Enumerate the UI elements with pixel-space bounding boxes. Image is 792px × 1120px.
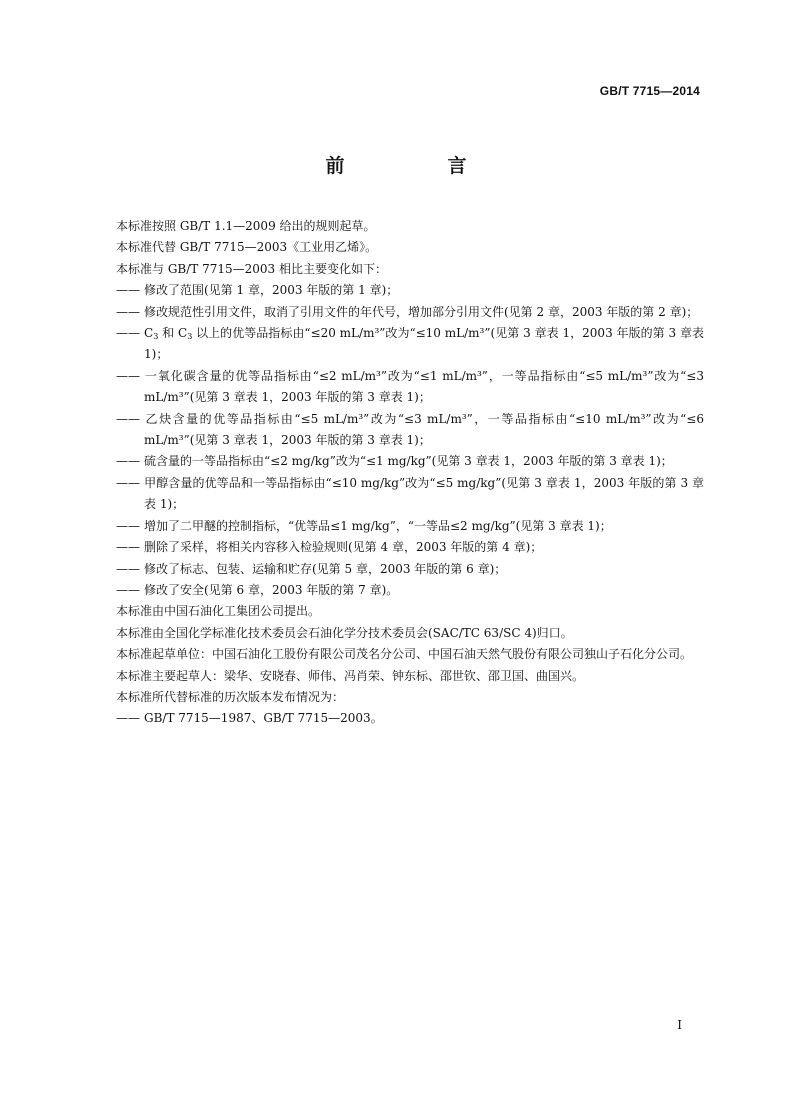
paragraph-drafting-units: 本标准起草单位：中国石油化工股份有限公司茂名分公司、中国石油天然气股份有限公司独山子石化分公司。 bbox=[116, 647, 693, 662]
change-text: 修改了标志、包装、运输和贮存(见第 5 章，2003 年版的第 6 章)； bbox=[144, 561, 507, 576]
change-text: 修改了范围(见第 1 章，2003 年版的第 1 章)； bbox=[144, 283, 399, 298]
change-item-safety bbox=[92, 580, 704, 601]
standard-code: GB/T 7715—2014 bbox=[599, 84, 700, 98]
change-item-sulfur bbox=[92, 451, 704, 472]
paragraph-proposer: 本标准由中国石油化工集团公司提出。 bbox=[116, 604, 321, 619]
dash-mark: —— bbox=[116, 561, 140, 576]
page-number: I bbox=[677, 1018, 682, 1032]
paragraph-drafting-rule: 本标准按照 GB/T 1.1—2009 给出的规则起草。 bbox=[116, 219, 376, 233]
change-text: 硫含量的一等品指标由“≤2 mg/kg”改为“≤1 mg/kg”(见第 3 章表 1，2003 年版的第 3 章表 1)； bbox=[144, 454, 673, 469]
paragraph-changes-intro: 本标准与 GB/T 7715—2003 相比主要变化如下： bbox=[116, 261, 387, 276]
history-text: GB/T 7715—1987、GB/T 7715—2003。 bbox=[144, 711, 383, 726]
dash-mark: —— bbox=[116, 540, 140, 555]
change-text: 修改了安全(见第 6 章，2003 年版的第 7 章)。 bbox=[144, 582, 399, 597]
dash-mark: —— bbox=[116, 304, 140, 319]
dash-mark: —— bbox=[116, 454, 140, 469]
change-item-scope bbox=[92, 280, 704, 301]
dash-mark: —— bbox=[116, 711, 140, 726]
change-item-acetylene bbox=[92, 409, 704, 452]
change-text: 修改规范性引用文件，取消了引用文件的年代号，增加部分引用文件(见第 2 章，2003 年版的第 2 章)； bbox=[144, 304, 699, 319]
foreword-body bbox=[92, 216, 704, 730]
subscript: 3 bbox=[187, 332, 193, 342]
c3-symbol: C bbox=[144, 326, 154, 341]
subscript: 3 bbox=[153, 332, 159, 342]
change-text: 增加了二甲醚的控制指标，“优等品≤1 mg/kg”，“一等品≤2 mg/kg”(见第 3 章表 1)； bbox=[144, 518, 612, 533]
dash-mark: —— bbox=[116, 326, 140, 341]
change-text: 和 C bbox=[158, 326, 188, 341]
change-item-c3 bbox=[92, 323, 704, 366]
change-item-references bbox=[92, 302, 704, 323]
change-item-methanol bbox=[92, 473, 704, 516]
change-text: 乙炔含量的优等品指标由“≤5 mL/m³”改为“≤3 mL/m³”，一等品指标由“≤10 mL/m³”改为“≤6 mL/m³”(见第 3 章表 1，2003 年版的第 3 章表 1)； bbox=[144, 411, 704, 448]
change-text: 以上的优等品指标由“≤20 mL/m³”改为“≤10 mL/m³”(见第 3 章表 1，2003 年版的第 3 章表 1)； bbox=[144, 326, 705, 362]
dash-mark: —— bbox=[116, 518, 140, 533]
change-item-co bbox=[92, 366, 704, 409]
change-text: 删除了采样，将相关内容移入检验规则(见第 4 章，2003 年版的第 4 章)； bbox=[144, 540, 543, 555]
change-text: 甲醇含量的优等品和一等品指标由“≤10 mg/kg”改为“≤5 mg/kg”(见第 3 章表 1，2003 年版的第 3 章表 1)； bbox=[144, 475, 704, 512]
dash-mark: —— bbox=[116, 582, 140, 597]
paragraph-committee: 本标准由全国化学标准化技术委员会石油化学分技术委员会(SAC/TC 63/SC 4)归口。 bbox=[116, 625, 573, 640]
change-item-dme bbox=[92, 516, 704, 537]
dash-mark: —— bbox=[116, 283, 140, 298]
change-text: 一氧化碳含量的优等品指标由“≤2 mL/m³”改为“≤1 mL/m³”，一等品指标由“≤5 mL/m³”改为“≤3 mL/m³”(见第 3 章表 1，2003 年版的第 3 章表 1)； bbox=[144, 368, 704, 405]
change-item-sampling bbox=[92, 537, 704, 558]
paragraph-history-intro: 本标准所代替标准的历次版本发布情况为： bbox=[116, 689, 345, 704]
page-title: 前 言 bbox=[325, 155, 509, 177]
history-item bbox=[92, 708, 704, 729]
dash-mark: —— bbox=[116, 368, 140, 383]
paragraph-drafters: 本标准主要起草人：梁华、安晓春、师伟、冯肖荣、钟东标、邵世钦、邵卫国、曲国兴。 bbox=[116, 668, 585, 683]
paragraph-replaces: 本标准代替 GB/T 7715—2003《工业用乙烯》。 bbox=[116, 240, 378, 255]
change-item-marking bbox=[92, 559, 704, 580]
dash-mark: —— bbox=[116, 411, 140, 426]
dash-mark: —— bbox=[116, 475, 140, 490]
